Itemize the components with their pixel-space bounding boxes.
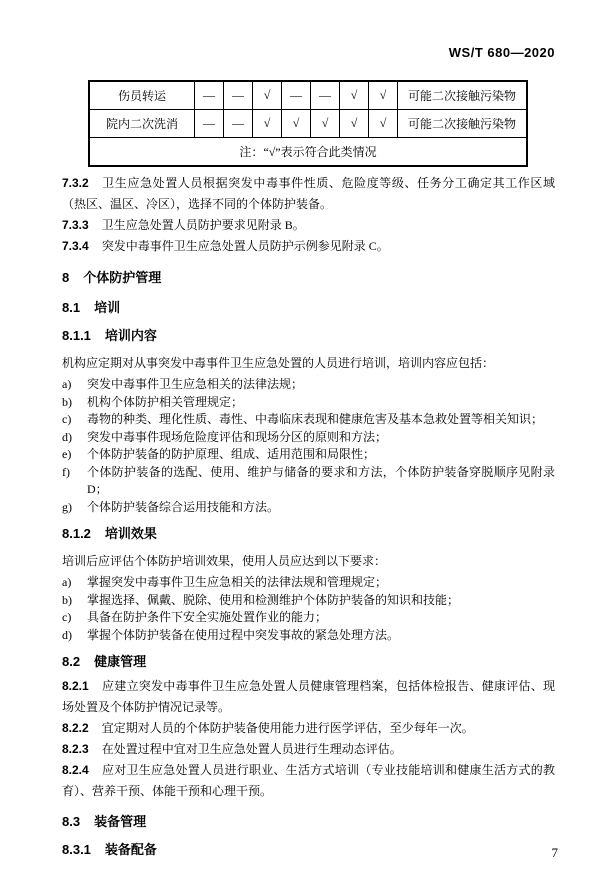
clause-7-3-2 bbox=[62, 173, 555, 215]
section-heading-8-3-1 bbox=[62, 842, 555, 858]
list-item-label: c) bbox=[62, 412, 72, 426]
clause-text: 在处置过程中宜对卫生应急处置人员进行生理动态评估。 bbox=[101, 742, 402, 756]
clause-number: 8.2.3 bbox=[62, 742, 89, 756]
list-item-label: a) bbox=[62, 575, 72, 589]
section-heading-8-1-2 bbox=[62, 526, 555, 542]
list-item bbox=[62, 499, 555, 517]
clause-text: 卫生应急处置人员防护要求见附录 B。 bbox=[101, 218, 305, 232]
check-cell: √ bbox=[253, 81, 282, 110]
remark-cell: 可能二次接触污染物 bbox=[398, 110, 528, 138]
list-item bbox=[62, 411, 555, 429]
list-item-text: 个体防护装备的选配、使用、维护与储备的要求和方法，个体防护装备穿脱顺序见附录 D； bbox=[87, 464, 555, 496]
heading-number: 8.1.1 bbox=[62, 328, 91, 343]
check-cell: √ bbox=[340, 81, 369, 110]
list-item-label: f) bbox=[62, 464, 70, 479]
heading-title: 健康管理 bbox=[94, 654, 147, 669]
list-item-text: 毒物的种类、理化性质、毒性、中毒临床表现和健康危害及基本急救处置等相关知识； bbox=[87, 412, 544, 426]
page-number: 7 bbox=[551, 845, 558, 860]
table-note: 注：“√”表示符合此类情况 bbox=[89, 138, 527, 167]
list-item-text: 掌握个体防护装备在使用过程中突发事故的紧急处理方法。 bbox=[87, 627, 400, 642]
doc-number: WS/T 680—2020 bbox=[448, 45, 555, 60]
heading-title: 培训 bbox=[94, 300, 121, 315]
list-item bbox=[62, 429, 555, 447]
heading-title: 装备配备 bbox=[104, 842, 157, 857]
list-item bbox=[62, 394, 555, 412]
list-item-label: d) bbox=[62, 429, 72, 444]
table-row-casualty-transfer bbox=[89, 81, 527, 110]
clause-number: 8.2.2 bbox=[62, 721, 89, 735]
list-item bbox=[62, 464, 555, 499]
list-item bbox=[62, 592, 555, 610]
check-cell: — bbox=[195, 110, 224, 138]
check-cell: — bbox=[224, 110, 253, 138]
list-item bbox=[62, 609, 555, 627]
list-item-label: c) bbox=[62, 610, 72, 624]
list-item-text: 突发中毒事件卫生应急相关的法律法规； bbox=[87, 377, 304, 391]
table-row-hospital-decontamination bbox=[89, 110, 527, 138]
heading-number: 8.3.1 bbox=[62, 842, 91, 857]
section-8-2-clauses bbox=[62, 676, 555, 802]
clause-text: 应建立突发中毒事件卫生应急处置人员健康管理档案，包括体检报告、健康评估、现场处置及个体防护情况记录等。 bbox=[62, 679, 555, 714]
list-8-1-1 bbox=[62, 376, 555, 516]
list-8-1-2 bbox=[62, 574, 555, 644]
section-heading-8 bbox=[62, 270, 555, 286]
heading-title: 培训内容 bbox=[104, 328, 157, 343]
list-item bbox=[62, 376, 555, 394]
list-item bbox=[62, 446, 555, 464]
check-cell: √ bbox=[369, 81, 398, 110]
list-item-text: 具备在防护条件下安全实施处置作业的能力； bbox=[87, 610, 328, 624]
heading-number: 8.2 bbox=[62, 654, 81, 669]
check-cell: √ bbox=[369, 110, 398, 138]
clause-text: 卫生应急处置人员根据突发中毒事件性质、危险度等级、任务分工确定其工作区域（热区、温区、冷区），选择不同的个体防护装备。 bbox=[62, 176, 555, 211]
list-item-label: g) bbox=[62, 499, 72, 514]
list-item-text: 个体防护装备的防护原理、组成、适用范围和局限性； bbox=[87, 447, 376, 461]
list-item-text: 掌握突发中毒事件卫生应急相关的法律法规和管理规定； bbox=[87, 575, 388, 589]
clause-8-2-1 bbox=[62, 676, 555, 718]
heading-title: 装备管理 bbox=[94, 814, 147, 829]
clause-number: 7.3.2 bbox=[62, 176, 89, 190]
list-item-text: 突发中毒事件现场危险度评估和现场分区的原则和方法； bbox=[87, 429, 388, 444]
list-item-label: b) bbox=[62, 394, 72, 409]
clause-number: 7.3.4 bbox=[62, 239, 89, 253]
section-heading-8-2 bbox=[62, 654, 555, 670]
heading-number: 8.1 bbox=[62, 300, 81, 315]
section-heading-8-3 bbox=[62, 814, 555, 830]
clause-number: 8.2.4 bbox=[62, 763, 89, 777]
intro-paragraph-8-1-1: 机构应定期对从事突发中毒事件卫生应急处置的人员进行培训，培训内容应包括： bbox=[62, 356, 495, 370]
intro-paragraph-8-1-2: 培训后应评估个体防护培训效果，使用人员应达到以下要求： bbox=[62, 554, 387, 568]
remark-cell: 可能二次接触污染物 bbox=[398, 81, 528, 110]
heading-title: 个体防护管理 bbox=[83, 270, 162, 285]
list-item-label: d) bbox=[62, 627, 72, 642]
heading-title: 培训效果 bbox=[104, 526, 157, 541]
clause-text: 突发中毒事件卫生应急处置人员防护示例参见附录 C。 bbox=[101, 239, 389, 253]
list-item-label: e) bbox=[62, 447, 72, 461]
list-item-text: 机构个体防护相关管理规定； bbox=[87, 394, 244, 409]
doc-header bbox=[62, 0, 555, 60]
list-item bbox=[62, 574, 555, 592]
check-cell: √ bbox=[311, 110, 340, 138]
protection-continuation-table bbox=[88, 80, 528, 167]
clause-7-3-3 bbox=[62, 215, 555, 236]
check-cell: √ bbox=[340, 110, 369, 138]
list-item bbox=[62, 627, 555, 645]
check-cell: — bbox=[195, 81, 224, 110]
clause-number: 8.2.1 bbox=[62, 679, 89, 693]
clause-text: 应对卫生应急处置人员进行职业、生活方式培训（专业技能培训和健康生活方式的教育）、营养干预、体能干预和心理干预。 bbox=[62, 763, 555, 798]
check-cell: √ bbox=[253, 110, 282, 138]
check-cell: — bbox=[282, 81, 311, 110]
check-cell: √ bbox=[282, 110, 311, 138]
clause-8-2-4 bbox=[62, 760, 555, 802]
section-heading-8-1-1 bbox=[62, 328, 555, 344]
check-cell: — bbox=[224, 81, 253, 110]
clause-8-2-2 bbox=[62, 718, 555, 739]
heading-number: 8.1.2 bbox=[62, 526, 91, 541]
list-item-text: 掌握选择、佩戴、脱除、使用和检测维护个体防护装备的知识和技能； bbox=[87, 592, 460, 607]
row-label: 伤员转运 bbox=[89, 81, 195, 110]
row-label: 院内二次洗消 bbox=[89, 110, 195, 138]
clause-8-2-3 bbox=[62, 739, 555, 760]
table-note-row bbox=[89, 138, 527, 167]
clause-number: 7.3.3 bbox=[62, 218, 89, 232]
section-heading-8-1 bbox=[62, 300, 555, 316]
list-item-label: a) bbox=[62, 377, 72, 391]
clause-text: 宜定期对人员的个体防护装备使用能力进行医学评估，至少每年一次。 bbox=[101, 721, 474, 735]
list-item-text: 个体防护装备综合运用技能和方法。 bbox=[87, 499, 280, 514]
heading-number: 8.3 bbox=[62, 814, 81, 829]
check-cell: — bbox=[311, 81, 340, 110]
clause-7-3-4 bbox=[62, 236, 555, 257]
heading-number: 8 bbox=[62, 270, 70, 285]
list-item-label: b) bbox=[62, 592, 72, 607]
